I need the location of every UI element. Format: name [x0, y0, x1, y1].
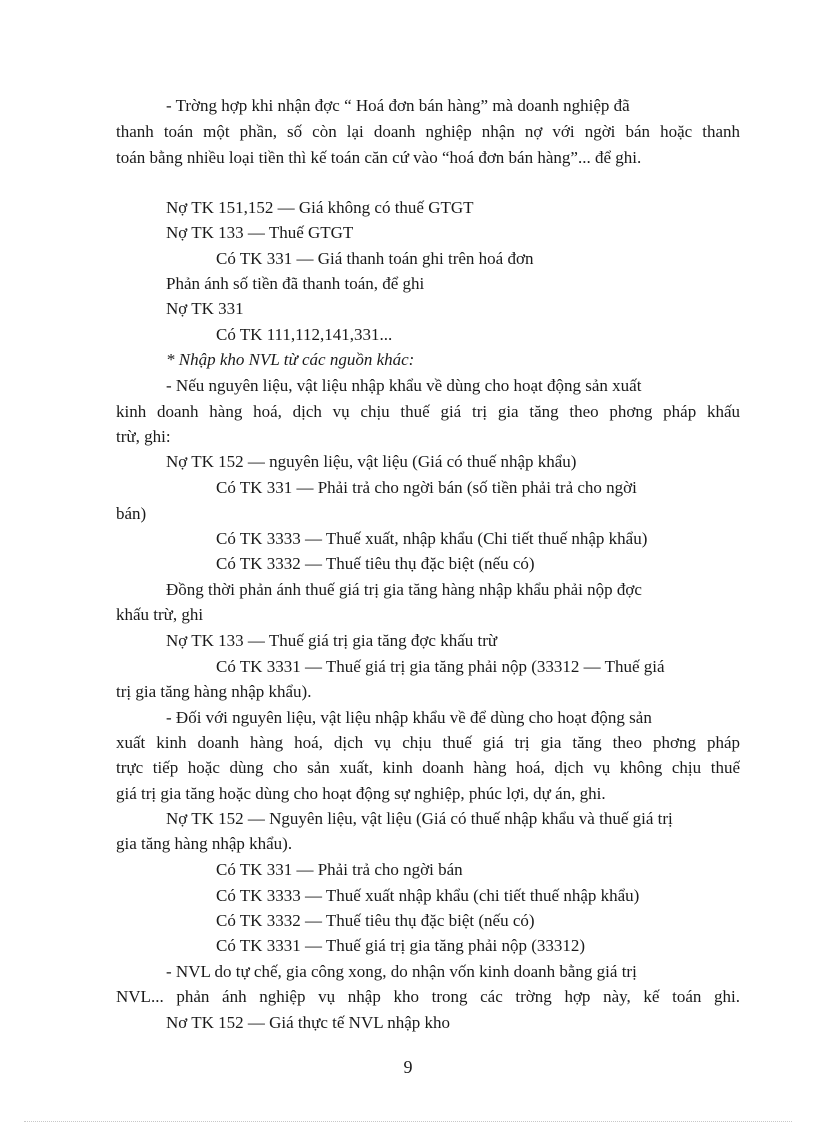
text-line: Nợ TK 152 — nguyên liệu, vật liệu (Giá có thuế nhập khẩu) [166, 452, 577, 471]
text-line: bán) [116, 504, 147, 523]
text-line: trực tiếp hoặc dùng cho sản xuất, kinh doanh hàng hoá, dịch vụ không chịu thuế [116, 758, 740, 777]
page-number: 9 [403, 1057, 413, 1077]
text-line: Có TK 331 — Phải trả cho ngời bán [216, 860, 463, 879]
text-line: Có TK 3333 — Thuế xuất, nhập khẩu (Chi tiết thuế nhập khẩu) [216, 529, 648, 548]
text-line: Có TK 3333 — Thuế xuất nhập khẩu (chi tiết thuế nhập khẩu) [216, 886, 640, 905]
text-line: - Trờng hợp khi nhận đợc “ Hoá đơn bán hàng” mà doanh nghiệp đã [166, 96, 630, 115]
text-line: Nơ TK 152 — Giá thực tế NVL nhập kho [166, 1013, 451, 1032]
text-line: Có TK 331 — Phải trả cho ngời bán (số tiền phải trả cho ngời [216, 478, 637, 497]
text-line: thanh toán một phần, số còn lại doanh nghiệp nhận nợ với ngời bán hoặc thanh [116, 122, 740, 141]
text-line: Có TK 3332 — Thuế tiêu thụ đặc biệt (nếu có) [216, 911, 535, 930]
text-line: Có TK 3332 — Thuế tiêu thụ đặc biệt (nếu có) [216, 554, 535, 573]
text-line: khấu trừ, ghi [116, 605, 204, 624]
text-line: Nợ TK 151,152 — Giá không có thuế GTGT [166, 198, 474, 217]
text-line: trị gia tăng hàng nhập khẩu). [116, 682, 312, 701]
text-line: giá trị gia tăng hoặc dùng cho hoạt động sự nghiệp, phúc lợi, dự án, ghi. [116, 784, 606, 803]
text-line: - Nếu nguyên liệu, vật liệu nhập khẩu về dùng cho hoạt động sản xuất [166, 376, 642, 395]
text-line: toán bằng nhiều loại tiền thì kế toán căn cứ vào “hoá đơn bán hàng”... để ghi. [116, 148, 642, 167]
text-line: Có TK 3331 — Thuế giá trị gia tăng phải nộp (33312 — Thuế giá [216, 657, 665, 676]
text-line: trừ, ghi: [116, 427, 171, 446]
text-line: gia tăng hàng nhập khẩu). [116, 834, 293, 853]
text-line: - NVL do tự chế, gia công xong, do nhận vốn kinh doanh bằng giá trị [166, 962, 637, 981]
text-line: - Đối với nguyên liệu, vật liệu nhập khẩu về để dùng cho hoạt động sản [166, 708, 652, 727]
text-line: Có TK 3331 — Thuế giá trị gia tăng phải nộp (33312) [216, 936, 586, 955]
text-line: Nợ TK 133 — Thuế GTGT [166, 223, 354, 242]
section-heading: * Nhập kho NVL từ các nguồn khác: [166, 350, 415, 369]
text-line: Có TK 331 — Giá thanh toán ghi trên hoá đơn [216, 249, 534, 268]
text-line: Nợ TK 152 — Nguyên liệu, vật liệu (Giá có thuế nhập khẩu và thuế giá trị [166, 809, 673, 828]
text-line: xuất kinh doanh hàng hoá, dịch vụ chịu thuế giá trị gia tăng theo phơng pháp [116, 733, 740, 752]
text-line: Đồng thời phản ánh thuế giá trị gia tăng hàng nhập khẩu phải nộp đợc [166, 580, 642, 599]
text-line: Nợ TK 133 — Thuế giá trị gia tăng đợc khấu trừ [166, 631, 498, 650]
text-line: Nợ TK 331 [166, 299, 244, 318]
text-line: kinh doanh hàng hoá, dịch vụ chịu thuế giá trị gia tăng theo phơng pháp khấu [116, 402, 740, 421]
text-line: NVL... phản ánh nghiệp vụ nhập kho trong các trờng hợp này, kế toán ghi. [116, 987, 740, 1006]
text-line: Có TK 111,112,141,331... [216, 325, 393, 344]
page-divider [24, 1121, 792, 1122]
text-line: Phản ánh số tiền đã thanh toán, để ghi [166, 274, 425, 293]
